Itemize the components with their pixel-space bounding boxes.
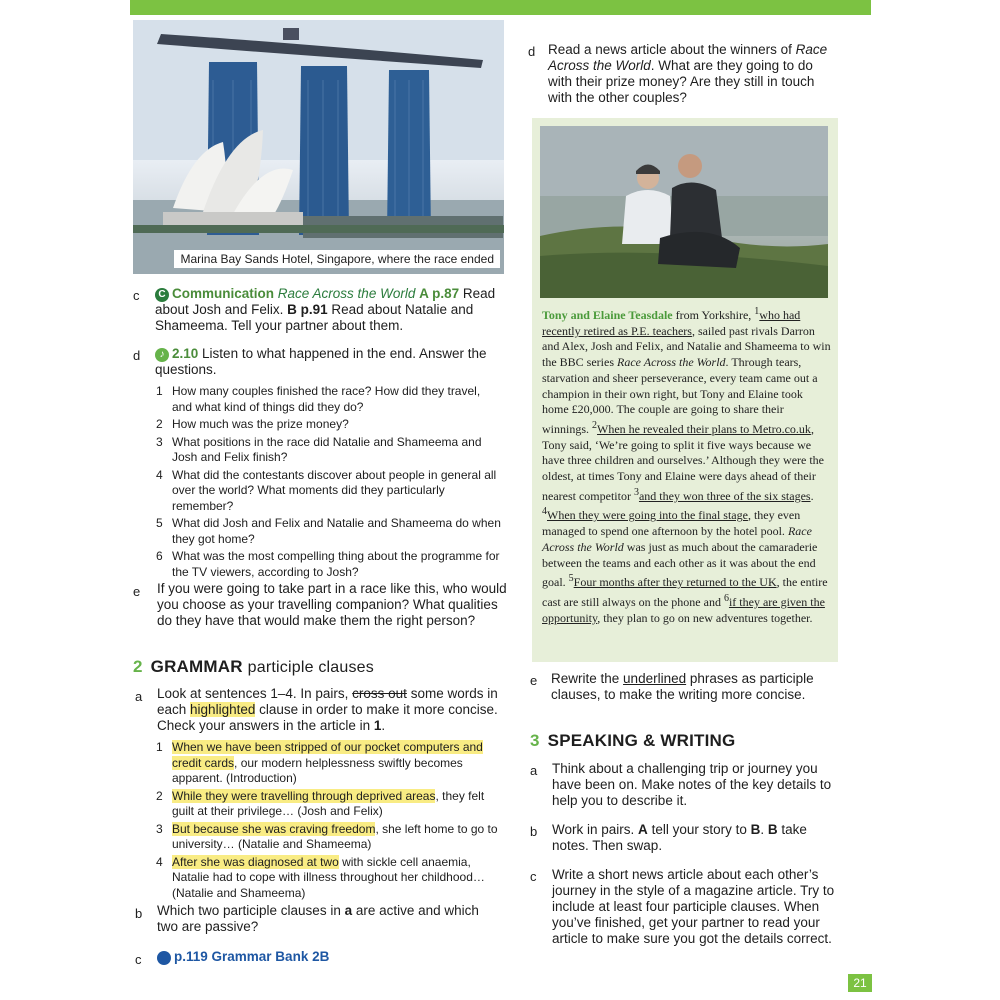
speaking-writing-heading: 3 SPEAKING & WRITING — [530, 731, 736, 750]
speaking-b-letter: b — [530, 824, 538, 839]
speaking-instruction-c: Write a short news article about each other’s journey in the style of a magazine article. Try to include at least four participle clauses. When you’ve finished, get your partner to read your article to make sure you got the details correct. — [552, 867, 835, 946]
page-ref-b[interactable]: B p.91 — [287, 302, 328, 317]
item-c-letter: c — [133, 288, 140, 303]
news-article — [532, 118, 838, 662]
grammar-sentence: 3 But because she was craving freedom, she left home to go to university… (Natalie and Shameema) — [156, 821, 498, 851]
grammar-bank-icon: G — [157, 951, 171, 965]
underlined-phrase-3: and they won three of the six stages — [638, 488, 811, 503]
marina-bay-photo — [133, 20, 504, 274]
grammar-heading: 2 GRAMMAR participle clauses — [133, 657, 374, 676]
item-e-letter: e — [133, 584, 141, 599]
question-item: 6 What was the most compelling thing about the programme for the TV viewers, according to Josh? — [156, 549, 500, 579]
question-item: 4 What did the contestants discover about people in general all over the world? What moments did they particularly remember? — [156, 467, 497, 513]
page-number: 21 — [848, 974, 872, 992]
grammar-instruction-a: Look at sentences 1–4. In pairs, cross out some words in each highlighted clause in order to make it more concise. Check your answers in the article in 1. — [157, 686, 498, 733]
article-body: Tony and Elaine Teasdale from Yorkshire, $^1$who had recently retired as P.E. teachers, sailed past rivals Darron and Alex, Josh and Felix, and Natalie and Shameema to win the BBC series Race Across the World. Through tears, starvation and sheer perseverance, every team came out a champion in their own right, but Tony and Elaine took home £20,000. The couple are going to share their winnings. $^2$When he revealed their plans to Metro.co.uk, Tony said, ‘We’re going to split it five ways because we have three children and ourselves.’ Although they were the oldest, at times Tony and Elaine were days ahead of their nearest competitor $^3$and they won three of the six stages. $^4$When they were going into the final stage, they even managed to spend one afternoon by the hotel pool. Race Across the World was just as much about the camaraderie between the teams and each other as it was about the end goal. $^5$Four months after they returned to the UK, the entire cast are still always on the phone and $^6$if they are given the opportunity, they plan to go on new adventures together. — [542, 306, 831, 625]
grammar-c-letter: c — [135, 952, 142, 967]
audio-track-number[interactable]: 2.10 — [172, 346, 199, 361]
top-green-bar — [130, 0, 871, 15]
grammar-sentences — [156, 740, 501, 903]
couple-photo — [540, 126, 828, 298]
grammar-bank-label[interactable]: p.119 Grammar Bank 2B — [174, 949, 330, 964]
underlined-phrase-5: Four months after they returned to the UK — [573, 575, 777, 590]
speaking-c-letter: c — [530, 869, 537, 884]
underlined-phrase-1: who had recently retired as P.E. teachers — [542, 308, 801, 338]
companion-question: If you were going to take part in a race like this, who would you choose as your travelling companion? What qualities do they have that would make them the right person? — [157, 581, 507, 628]
communication-label: Communication — [172, 286, 275, 301]
grammar-instruction-b: Which two participle clauses in a are active and which two are passive? — [157, 903, 479, 934]
listening-instruction — [155, 346, 505, 378]
question-item: 1 How many couples finished the race? How did they travel, and what kind of things did they do? — [156, 384, 481, 414]
speaking-instruction-a: Think about a challenging trip or journey you have been on. Make notes of the key details to help you to describe it. — [552, 761, 832, 808]
underlined-phrase-2: When he revealed their plans to Metro.co.uk — [597, 421, 811, 436]
rewrite-e-letter: e — [530, 673, 538, 688]
rewrite-instruction: Rewrite the underlined phrases as participle clauses, to make the writing more concise. — [551, 671, 814, 702]
couple-illustration — [540, 126, 828, 298]
photo-caption: Marina Bay Sands Hotel, Singapore, where the race ended — [174, 250, 500, 268]
item-d-letter: d — [133, 348, 141, 363]
race-title: Race Across the World — [277, 286, 416, 301]
grammar-sentence: 4 After she was diagnosed at two with sickle cell anaemia, Natalie had to cope with illness throughout her childhood… (Natalie and Shameema) — [156, 854, 485, 900]
communication-icon: C — [155, 288, 169, 302]
grammar-a-letter: a — [135, 689, 143, 704]
c-text-5: Read about Natalie and Shameema. Tell your partner about them. — [155, 302, 474, 333]
article-names: Tony and Elaine Teasdale — [542, 308, 673, 322]
underlined-phrase-4: When they were going into the final stage — [547, 508, 748, 523]
audio-icon[interactable]: ♪ — [155, 348, 169, 362]
read-instruction: Read a news article about the winners of Race Across the World. What are they going to do with their prize money? Are they still in touch with the other couples? — [548, 42, 828, 105]
question-list — [156, 384, 501, 582]
grammar-sentence: 1 When we have been stripped of our pocket computers and credit cards, our modern helplessness swiftly becomes apparent. (Introduction) — [156, 740, 483, 785]
listening-text: Listen to what happened in the end. Answer the questions. — [155, 346, 487, 377]
underlined-phrase-6: if they are given the opportunity — [542, 594, 825, 625]
grammar-b-letter: b — [135, 906, 143, 921]
grammar-bank-link[interactable] — [157, 949, 329, 965]
question-item: 3 What positions in the race did Natalie and Shameema and Josh and Felix finish? — [156, 434, 482, 464]
grammar-sentence: 2 While they were travelling through deprived areas, they felt guilt at their privilege… (Josh and Felix) — [156, 788, 485, 818]
speaking-instruction-b: Work in pairs. A tell your story to B. B take notes. Then swap. — [552, 822, 807, 853]
c-text-3: Read about Josh and Felix. — [155, 286, 496, 317]
read-d-letter: d — [528, 44, 536, 59]
page-ref-a[interactable]: A p.87 — [419, 286, 460, 301]
communication-instruction — [155, 286, 505, 334]
question-item: 2 How much was the prize money? — [156, 417, 349, 431]
question-item: 5 What did Josh and Felix and Natalie and Shameema do when they got home? — [156, 516, 501, 546]
speaking-a-letter: a — [530, 763, 538, 778]
marina-bay-illustration — [133, 20, 504, 274]
